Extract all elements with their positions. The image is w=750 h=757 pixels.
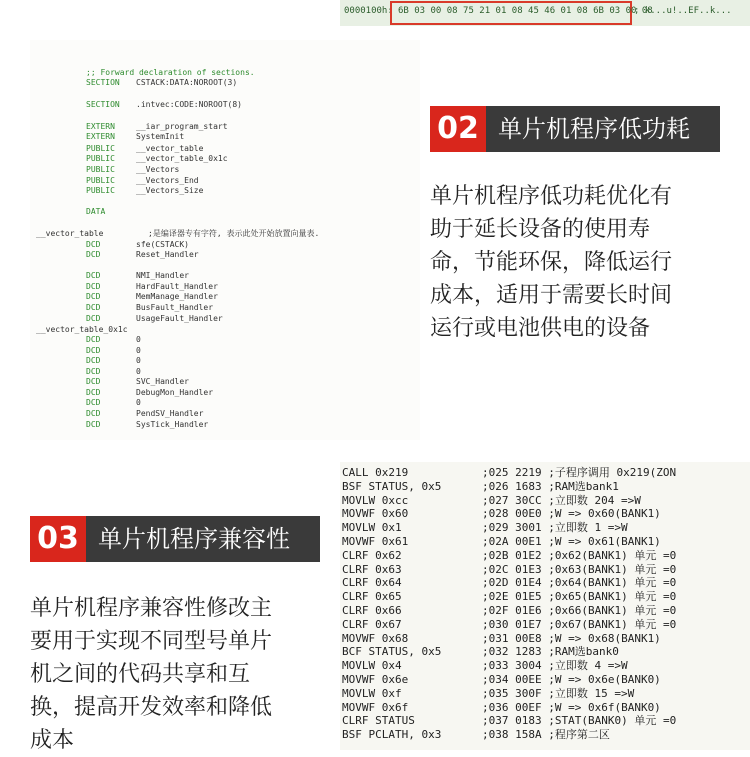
asm-comment: ;032 1283 ;RAM选bank0	[482, 645, 619, 659]
section-03-line: 换，提高开发效率和降低	[30, 695, 273, 720]
section-03-line: 要用于实现不同型号单片	[30, 629, 273, 654]
code-directive: DCD	[86, 282, 101, 291]
asm-comment: ;033 3004 ;立即数 4 =>W	[482, 659, 628, 673]
code-directive: DCD	[86, 271, 101, 280]
asm-instruction: CLRF 0x66	[342, 604, 402, 617]
asm-comment: ;035 300F ;立即数 15 =>W	[482, 686, 635, 700]
section-03-header	[30, 516, 320, 562]
asm-instruction: CALL 0x219	[342, 466, 409, 479]
disassembly-code-image	[340, 462, 750, 750]
asm-instruction: MOVLW 0xcc	[342, 493, 409, 507]
code-argument: PendSV_Handler	[136, 409, 204, 418]
code-argument: HardFault_Handler	[136, 282, 218, 291]
code-directive: DCD	[86, 346, 101, 355]
section-02-line: 助于延长设备的使用寿	[430, 217, 651, 242]
code-argument: __vector_table	[136, 144, 204, 153]
code-argument: ;是编译器专有字符, 表示此处开始放置向量表.	[148, 229, 320, 238]
code-directive: PUBLIC	[86, 165, 115, 174]
code-argument: Reset_Handler	[136, 250, 199, 259]
section-02-line: 成本，适用于需要长时间	[430, 283, 673, 308]
code-argument: SysTick_Handler	[136, 420, 209, 429]
code-directive: DCD	[86, 356, 101, 365]
asm-instruction: BSF PCLATH, 0x3	[342, 728, 442, 742]
code-directive: DATA	[86, 207, 106, 216]
section-03-title: 单片机程序兼容性	[98, 525, 290, 553]
asm-comment: ;025 2219 ;子程序调用 0x219(ZON	[482, 466, 677, 479]
asm-instruction: MOVWF 0x60	[342, 507, 409, 521]
section-03-line: 机之间的代码共享和互	[30, 662, 251, 687]
section-02-number: 02	[430, 106, 486, 152]
code-directive: DCD	[86, 314, 101, 323]
code-argument: 0	[136, 335, 141, 344]
asm-comment: ;029 3001 ;立即数 1 =>W	[482, 521, 628, 535]
section-02-body	[430, 180, 730, 345]
section-03-line: 成本	[30, 728, 75, 753]
hex-bytes: 6B 03 00 08 75 21 01 08 45 46 01 08 6B 03 00 08	[398, 6, 653, 16]
code-directive: EXTERN	[86, 132, 115, 141]
code-directive: DCD	[86, 335, 101, 344]
asm-comment: ;038 158A ;程序第二区	[482, 728, 610, 742]
vector-table-code-image	[30, 40, 420, 440]
section-02-title: 单片机程序低功耗	[498, 115, 690, 143]
code-argument: __iar_program_start	[136, 122, 228, 131]
section-02-header	[430, 106, 720, 152]
code-argument: ;; Forward declaration of sections.	[86, 68, 255, 77]
code-argument: BusFault_Handler	[136, 303, 214, 312]
asm-instruction: BSF STATUS, 0x5	[342, 479, 442, 493]
code-directive: SECTION	[86, 78, 120, 87]
asm-instruction: BCF STATUS, 0x5	[342, 645, 442, 659]
asm-instruction: MOVWF 0x6f	[342, 700, 409, 714]
asm-instruction: MOVWF 0x6e	[342, 673, 409, 686]
asm-comment: ;02A 00E1 ;W => 0x61(BANK1)	[482, 535, 661, 548]
code-argument: __Vectors_End	[136, 176, 199, 185]
code-argument: __Vectors	[136, 165, 180, 174]
section-03-line: 单片机程序兼容性修改主	[30, 596, 273, 621]
code-argument: 0	[136, 367, 141, 376]
code-argument: .intvec:CODE:NOROOT(8)	[136, 100, 242, 109]
code-directive: DCD	[86, 303, 101, 312]
asm-comment: ;02E 01E5 ;0x65(BANK1) 单元 =0	[482, 590, 677, 604]
asm-comment: ;02D 01E4 ;0x64(BANK1) 单元 =0	[482, 576, 677, 590]
code-directive: DCD	[86, 250, 101, 259]
asm-instruction: MOVLW 0x4	[342, 659, 402, 673]
asm-instruction: CLRF 0x64	[342, 576, 402, 590]
code-directive: PUBLIC	[86, 176, 115, 185]
asm-comment: ;026 1683 ;RAM选bank1	[482, 479, 619, 493]
asm-instruction: CLRF 0x67	[342, 617, 402, 631]
code-argument: __vector_table_0x1c	[136, 154, 228, 163]
code-directive: SECTION	[86, 100, 120, 109]
asm-comment: ;028 00E0 ;W => 0x60(BANK1)	[482, 507, 661, 521]
asm-comment: ;02F 01E6 ;0x66(BANK1) 单元 =0	[482, 604, 677, 617]
code-directive: EXTERN	[86, 122, 115, 131]
asm-comment: ;02B 01E2 ;0x62(BANK1) 单元 =0	[482, 548, 677, 562]
code-label: __vector_table	[36, 229, 104, 238]
asm-comment: ;027 30CC ;立即数 204 =>W	[482, 493, 641, 507]
section-03-body	[30, 592, 330, 757]
code-argument: sfe(CSTACK)	[136, 240, 189, 249]
asm-instruction: CLRF STATUS	[342, 714, 415, 728]
hex-address: 0000100h:	[344, 6, 393, 16]
code-directive: DCD	[86, 398, 101, 407]
code-argument: DebugMon_Handler	[136, 388, 214, 397]
code-directive: PUBLIC	[86, 186, 115, 195]
asm-instruction: CLRF 0x65	[342, 590, 402, 604]
code-directive: DCD	[86, 377, 101, 386]
code-directive: DCD	[86, 367, 101, 376]
code-argument: UsageFault_Handler	[136, 314, 223, 323]
code-argument: __Vectors_Size	[136, 186, 204, 195]
asm-instruction: CLRF 0x63	[342, 562, 402, 576]
code-directive: DCD	[86, 292, 101, 301]
asm-instruction: MOVLW 0x1	[342, 521, 402, 535]
code-argument: SVC_Handler	[136, 377, 189, 386]
asm-comment: ;036 00EF ;W => 0x6f(BANK0)	[482, 700, 661, 714]
asm-comment: ;037 0183 ;STAT(BANK0) 单元 =0	[482, 714, 677, 728]
asm-comment: ;031 00E8 ;W => 0x68(BANK1)	[482, 631, 661, 645]
asm-comment: ;030 01E7 ;0x67(BANK1) 单元 =0	[482, 617, 677, 631]
asm-instruction: MOVWF 0x68	[342, 631, 409, 645]
code-directive: DCD	[86, 388, 101, 397]
section-02-line: 命，节能环保，降低运行	[430, 250, 673, 275]
hex-dump-strip	[340, 0, 750, 26]
code-directive: DCD	[86, 420, 101, 429]
asm-comment: ;034 00EE ;W => 0x6e(BANK0)	[482, 673, 661, 686]
code-directive: PUBLIC	[86, 144, 115, 153]
code-directive: DCD	[86, 240, 101, 249]
code-argument: 0	[136, 398, 141, 407]
asm-comment: ;02C 01E3 ;0x63(BANK1) 单元 =0	[482, 562, 677, 576]
asm-instruction: MOVWF 0x61	[342, 535, 409, 548]
asm-instruction: MOVLW 0xf	[342, 686, 402, 700]
hex-ascii: ; k...u!..EF..k...	[634, 6, 732, 16]
code-argument: NMI_Handler	[136, 271, 189, 280]
asm-instruction: CLRF 0x62	[342, 548, 402, 562]
code-directive: DCD	[86, 409, 101, 418]
code-argument: SystemInit	[136, 132, 185, 141]
code-directive: PUBLIC	[86, 154, 115, 163]
code-argument: MemManage_Handler	[136, 292, 218, 301]
section-02-line: 运行或电池供电的设备	[430, 316, 651, 341]
code-argument: 0	[136, 356, 141, 365]
code-label: __vector_table_0x1c	[36, 325, 128, 334]
code-argument: CSTACK:DATA:NOROOT(3)	[136, 78, 238, 87]
section-03-number: 03	[30, 516, 86, 562]
section-02-line: 单片机程序低功耗优化有	[430, 184, 673, 209]
code-argument: 0	[136, 346, 141, 355]
